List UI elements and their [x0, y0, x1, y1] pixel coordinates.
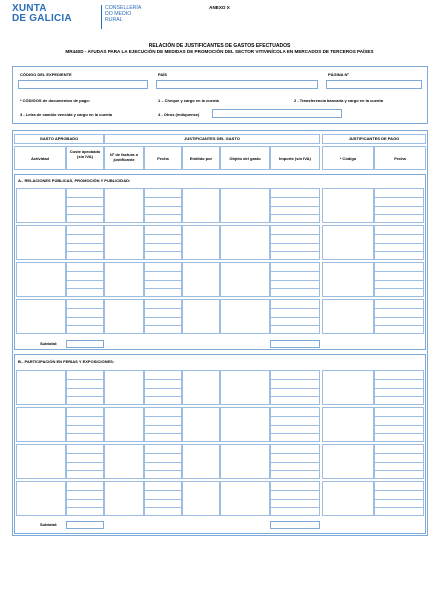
- section-a-fecha-row-divider: [144, 308, 182, 309]
- section-b-emitido-cell[interactable]: [182, 370, 220, 405]
- section-b-importe-row-divider: [270, 499, 320, 500]
- section-b-fecha-pago-row-divider: [374, 470, 424, 471]
- section-b-fecha-pago-row-divider: [374, 388, 424, 389]
- consellería-line3: RURAL: [105, 17, 123, 23]
- section-b-coste-row-divider: [66, 425, 104, 426]
- col-actividad-label: Actividad: [30, 156, 49, 161]
- section-b-codigo-cell[interactable]: [322, 370, 374, 405]
- section-a-coste-row-divider: [66, 288, 104, 289]
- section-b-coste-row-divider: [66, 507, 104, 508]
- code1-text: 1 – Cheque y cargo en la cuenta: [158, 98, 219, 103]
- section-a-fecha-pago-row-divider: [374, 325, 424, 326]
- section-a-fecha-pago-row-divider: [374, 243, 424, 244]
- section-a-objeto-cell[interactable]: [220, 299, 270, 334]
- section-a-importe-row-divider: [270, 214, 320, 215]
- section-b-title: B.- PARTICIPACIÓN EN FERIAS Y EXPOSICIONES:: [18, 359, 115, 364]
- section-a-fecha-pago-row-divider: [374, 214, 424, 215]
- section-a-subtotal-coste[interactable]: [66, 340, 104, 348]
- section-b-coste-row-divider: [66, 433, 104, 434]
- section-a-fecha-pago-row-divider: [374, 317, 424, 318]
- section-b-fecha-pago-row-divider: [374, 425, 424, 426]
- section-b-importe-row-divider: [270, 433, 320, 434]
- section-b-importe-row-divider: [270, 470, 320, 471]
- col-factura-label: Nº de factura o justificante: [109, 152, 139, 162]
- section-a-fecha-pago-row-divider: [374, 280, 424, 281]
- section-a-fecha-pago-row-divider: [374, 234, 424, 235]
- consellería-line1: CONSELLERÍA: [105, 5, 142, 11]
- section-b-fecha-row-divider: [144, 453, 182, 454]
- expediente-field[interactable]: [18, 80, 148, 89]
- section-b-importe-row-divider: [270, 490, 320, 491]
- section-a-fecha-row-divider: [144, 325, 182, 326]
- section-b-codigo-cell[interactable]: [322, 444, 374, 479]
- section-b-fecha-pago-row-divider: [374, 433, 424, 434]
- section-a-actividad-cell[interactable]: [16, 225, 66, 260]
- section-a-subtotal-importe[interactable]: [270, 340, 320, 348]
- section-a-importe-row-divider: [270, 325, 320, 326]
- section-a-coste-row-divider: [66, 206, 104, 207]
- section-a-importe-row-divider: [270, 317, 320, 318]
- section-a-objeto-cell[interactable]: [220, 262, 270, 297]
- section-b-importe-row-divider: [270, 462, 320, 463]
- section-a-importe-row-divider: [270, 234, 320, 235]
- section-a-factura-cell[interactable]: [104, 262, 144, 297]
- section-a-emitido-cell[interactable]: [182, 262, 220, 297]
- group-justificantes-pago-label: JUSTIFICANTES DE PAGO: [348, 136, 400, 141]
- logo-line1: XUNTA: [12, 3, 47, 14]
- section-a-importe-row-divider: [270, 197, 320, 198]
- section-b-importe-row-divider: [270, 453, 320, 454]
- section-b-fecha-pago-row-divider: [374, 396, 424, 397]
- page-title: RELACIÓN DE JUSTIFICANTES DE GASTOS EFECTUADOS: [148, 43, 291, 49]
- section-b-fecha-pago-row-divider: [374, 379, 424, 380]
- section-a-objeto-cell[interactable]: [220, 188, 270, 223]
- section-b-importe-row-divider: [270, 388, 320, 389]
- section-b-coste-row-divider: [66, 396, 104, 397]
- section-b-coste-row-divider: [66, 499, 104, 500]
- section-b-coste-row-divider: [66, 462, 104, 463]
- pais-label: PAÍS: [158, 72, 168, 77]
- section-b-factura-cell[interactable]: [104, 370, 144, 405]
- annex-label: ANEXO X: [209, 5, 230, 10]
- section-a-importe-row-divider: [270, 271, 320, 272]
- section-a-fecha-row-divider: [144, 317, 182, 318]
- section-a-coste-row-divider: [66, 214, 104, 215]
- section-b-coste-row-divider: [66, 416, 104, 417]
- section-a-emitido-cell[interactable]: [182, 299, 220, 334]
- codigos-label: * CÓDIGOS de documentos de pago:: [20, 98, 91, 103]
- section-a-importe-row-divider: [270, 288, 320, 289]
- section-b-factura-cell[interactable]: [104, 481, 144, 516]
- section-a-fecha-pago-row-divider: [374, 251, 424, 252]
- section-a-title: A.- RELACIONES PÚBLICAS, PROMOCIÓN Y PUBLICIDAD:: [18, 178, 131, 183]
- code3-text: 3 - Letra de cambio vencida y cargo en la cuenta: [20, 112, 113, 117]
- section-b-objeto-cell[interactable]: [220, 481, 270, 516]
- section-b-coste-row-divider: [66, 470, 104, 471]
- section-b-fecha-pago-row-divider: [374, 490, 424, 491]
- section-b-fecha-row-divider: [144, 433, 182, 434]
- section-a-importe-row-divider: [270, 206, 320, 207]
- section-a-coste-row-divider: [66, 251, 104, 252]
- col-importe-label: Importe (sin IVA): [279, 156, 311, 161]
- section-b-fecha-row-divider: [144, 425, 182, 426]
- section-b-fecha-row-divider: [144, 396, 182, 397]
- section-a-coste-row-divider: [66, 308, 104, 309]
- section-a-factura-cell[interactable]: [104, 188, 144, 223]
- section-a-fecha-row-divider: [144, 214, 182, 215]
- pagina-label: PÁGINA Nº: [328, 72, 349, 77]
- section-b-fecha-row-divider: [144, 470, 182, 471]
- section-b-fecha-pago-row-divider: [374, 462, 424, 463]
- section-a-emitido-cell[interactable]: [182, 225, 220, 260]
- section-b-fecha-pago-row-divider: [374, 416, 424, 417]
- section-b-fecha-row-divider: [144, 416, 182, 417]
- group-gasto-aprobado-label: GASTO APROBADO: [39, 136, 79, 141]
- section-b-importe-row-divider: [270, 507, 320, 508]
- section-a-fecha-row-divider: [144, 280, 182, 281]
- group-justificantes-gasto-label: JUSTIFICANTES DEL GASTO: [184, 136, 240, 141]
- col-codigo-label: * Código: [339, 156, 357, 161]
- section-b-subtotal-importe[interactable]: [270, 521, 320, 529]
- pais-field[interactable]: [156, 80, 318, 89]
- pagina-field[interactable]: [326, 80, 422, 89]
- section-b-fecha-row-divider: [144, 379, 182, 380]
- section-a-fecha-row-divider: [144, 243, 182, 244]
- section-a-fecha-row-divider: [144, 288, 182, 289]
- section-b-fecha-pago-row-divider: [374, 507, 424, 508]
- section-b-coste-row-divider: [66, 453, 104, 454]
- section-b-emitido-cell[interactable]: [182, 481, 220, 516]
- code4-text: 4 - Otros (indíquense): [158, 112, 200, 117]
- page-subtitle: MR440D - AYUDAS PARA LA EJECUCIÓN DE MEDIDAS DE PROMOCIÓN DEL SECTOR VITIVINÍCOLA EN MERCADOS DE TERCEROS PAÍSES: [65, 49, 374, 54]
- section-a-coste-row-divider: [66, 234, 104, 235]
- section-b-codigo-cell[interactable]: [322, 481, 374, 516]
- section-b-emitido-cell[interactable]: [182, 444, 220, 479]
- section-b-fecha-pago-row-divider: [374, 453, 424, 454]
- section-b-fecha-row-divider: [144, 462, 182, 463]
- section-b-fecha-pago-row-divider: [374, 499, 424, 500]
- section-a-fecha-pago-row-divider: [374, 197, 424, 198]
- section-b-actividad-cell[interactable]: [16, 370, 66, 405]
- section-b-subtotal-label: Subtotal:: [40, 522, 58, 527]
- section-a-importe-row-divider: [270, 251, 320, 252]
- section-a-coste-row-divider: [66, 317, 104, 318]
- section-b-importe-row-divider: [270, 425, 320, 426]
- section-a-actividad-cell[interactable]: [16, 299, 66, 334]
- code4-other-field[interactable]: [212, 109, 342, 118]
- section-b-importe-row-divider: [270, 416, 320, 417]
- section-a-fecha-row-divider: [144, 271, 182, 272]
- section-b-objeto-cell[interactable]: [220, 407, 270, 442]
- section-a-fecha-pago-row-divider: [374, 206, 424, 207]
- section-a-fecha-row-divider: [144, 197, 182, 198]
- section-b-actividad-cell[interactable]: [16, 407, 66, 442]
- section-a-codigo-cell[interactable]: [322, 188, 374, 223]
- section-b-fecha-row-divider: [144, 507, 182, 508]
- section-a-actividad-cell[interactable]: [16, 188, 66, 223]
- section-a-fecha-pago-row-divider: [374, 308, 424, 309]
- section-b-fecha-row-divider: [144, 499, 182, 500]
- section-a-emitido-cell[interactable]: [182, 188, 220, 223]
- section-b-actividad-cell[interactable]: [16, 481, 66, 516]
- section-b-importe-row-divider: [270, 396, 320, 397]
- section-b-subtotal-coste[interactable]: [66, 521, 104, 529]
- section-a-codigo-cell[interactable]: [322, 225, 374, 260]
- section-b-factura-cell[interactable]: [104, 444, 144, 479]
- logo-line2: DE GALICIA: [12, 13, 72, 24]
- section-b-coste-row-divider: [66, 388, 104, 389]
- consellería-line2: DO MEDIO: [105, 11, 132, 17]
- section-a-factura-cell[interactable]: [104, 299, 144, 334]
- section-a-factura-cell[interactable]: [104, 225, 144, 260]
- section-b-objeto-cell[interactable]: [220, 370, 270, 405]
- section-a-importe-row-divider: [270, 243, 320, 244]
- section-a-fecha-row-divider: [144, 251, 182, 252]
- section-b-emitido-cell[interactable]: [182, 407, 220, 442]
- section-a-codigo-cell[interactable]: [322, 262, 374, 297]
- section-b-importe-row-divider: [270, 379, 320, 380]
- section-b-actividad-cell[interactable]: [16, 444, 66, 479]
- section-b-fecha-row-divider: [144, 490, 182, 491]
- section-a-fecha-row-divider: [144, 234, 182, 235]
- section-a-subtotal-label: Subtotal:: [40, 341, 58, 346]
- section-a-fecha-pago-row-divider: [374, 288, 424, 289]
- col-fecha-label: Fecha: [157, 156, 169, 161]
- section-a-importe-row-divider: [270, 280, 320, 281]
- col-coste-label: Coste aprobado (sin IVA): [69, 149, 101, 159]
- section-a-coste-row-divider: [66, 271, 104, 272]
- col-emitido-label: Emitido por: [189, 156, 213, 161]
- section-b-coste-row-divider: [66, 490, 104, 491]
- section-b-fecha-row-divider: [144, 388, 182, 389]
- col-fecha-pago-label: Fecha: [394, 156, 406, 161]
- section-a-actividad-cell[interactable]: [16, 262, 66, 297]
- section-a-coste-row-divider: [66, 243, 104, 244]
- section-a-importe-row-divider: [270, 308, 320, 309]
- section-a-coste-row-divider: [66, 197, 104, 198]
- section-a-fecha-row-divider: [144, 206, 182, 207]
- section-b-factura-cell[interactable]: [104, 407, 144, 442]
- code2-text: 2 - Transferencia bancaria y cargo en la cuenta: [294, 98, 383, 103]
- expediente-label: CÓDIGO DEL EXPEDIENTE: [20, 72, 72, 77]
- section-a-objeto-cell[interactable]: [220, 225, 270, 260]
- col-objeto-label: Objeto del gasto: [229, 156, 261, 161]
- section-a-coste-row-divider: [66, 280, 104, 281]
- section-a-fecha-pago-row-divider: [374, 271, 424, 272]
- section-a-coste-row-divider: [66, 325, 104, 326]
- section-a-codigo-cell[interactable]: [322, 299, 374, 334]
- section-b-objeto-cell[interactable]: [220, 444, 270, 479]
- section-b-codigo-cell[interactable]: [322, 407, 374, 442]
- section-b-coste-row-divider: [66, 379, 104, 380]
